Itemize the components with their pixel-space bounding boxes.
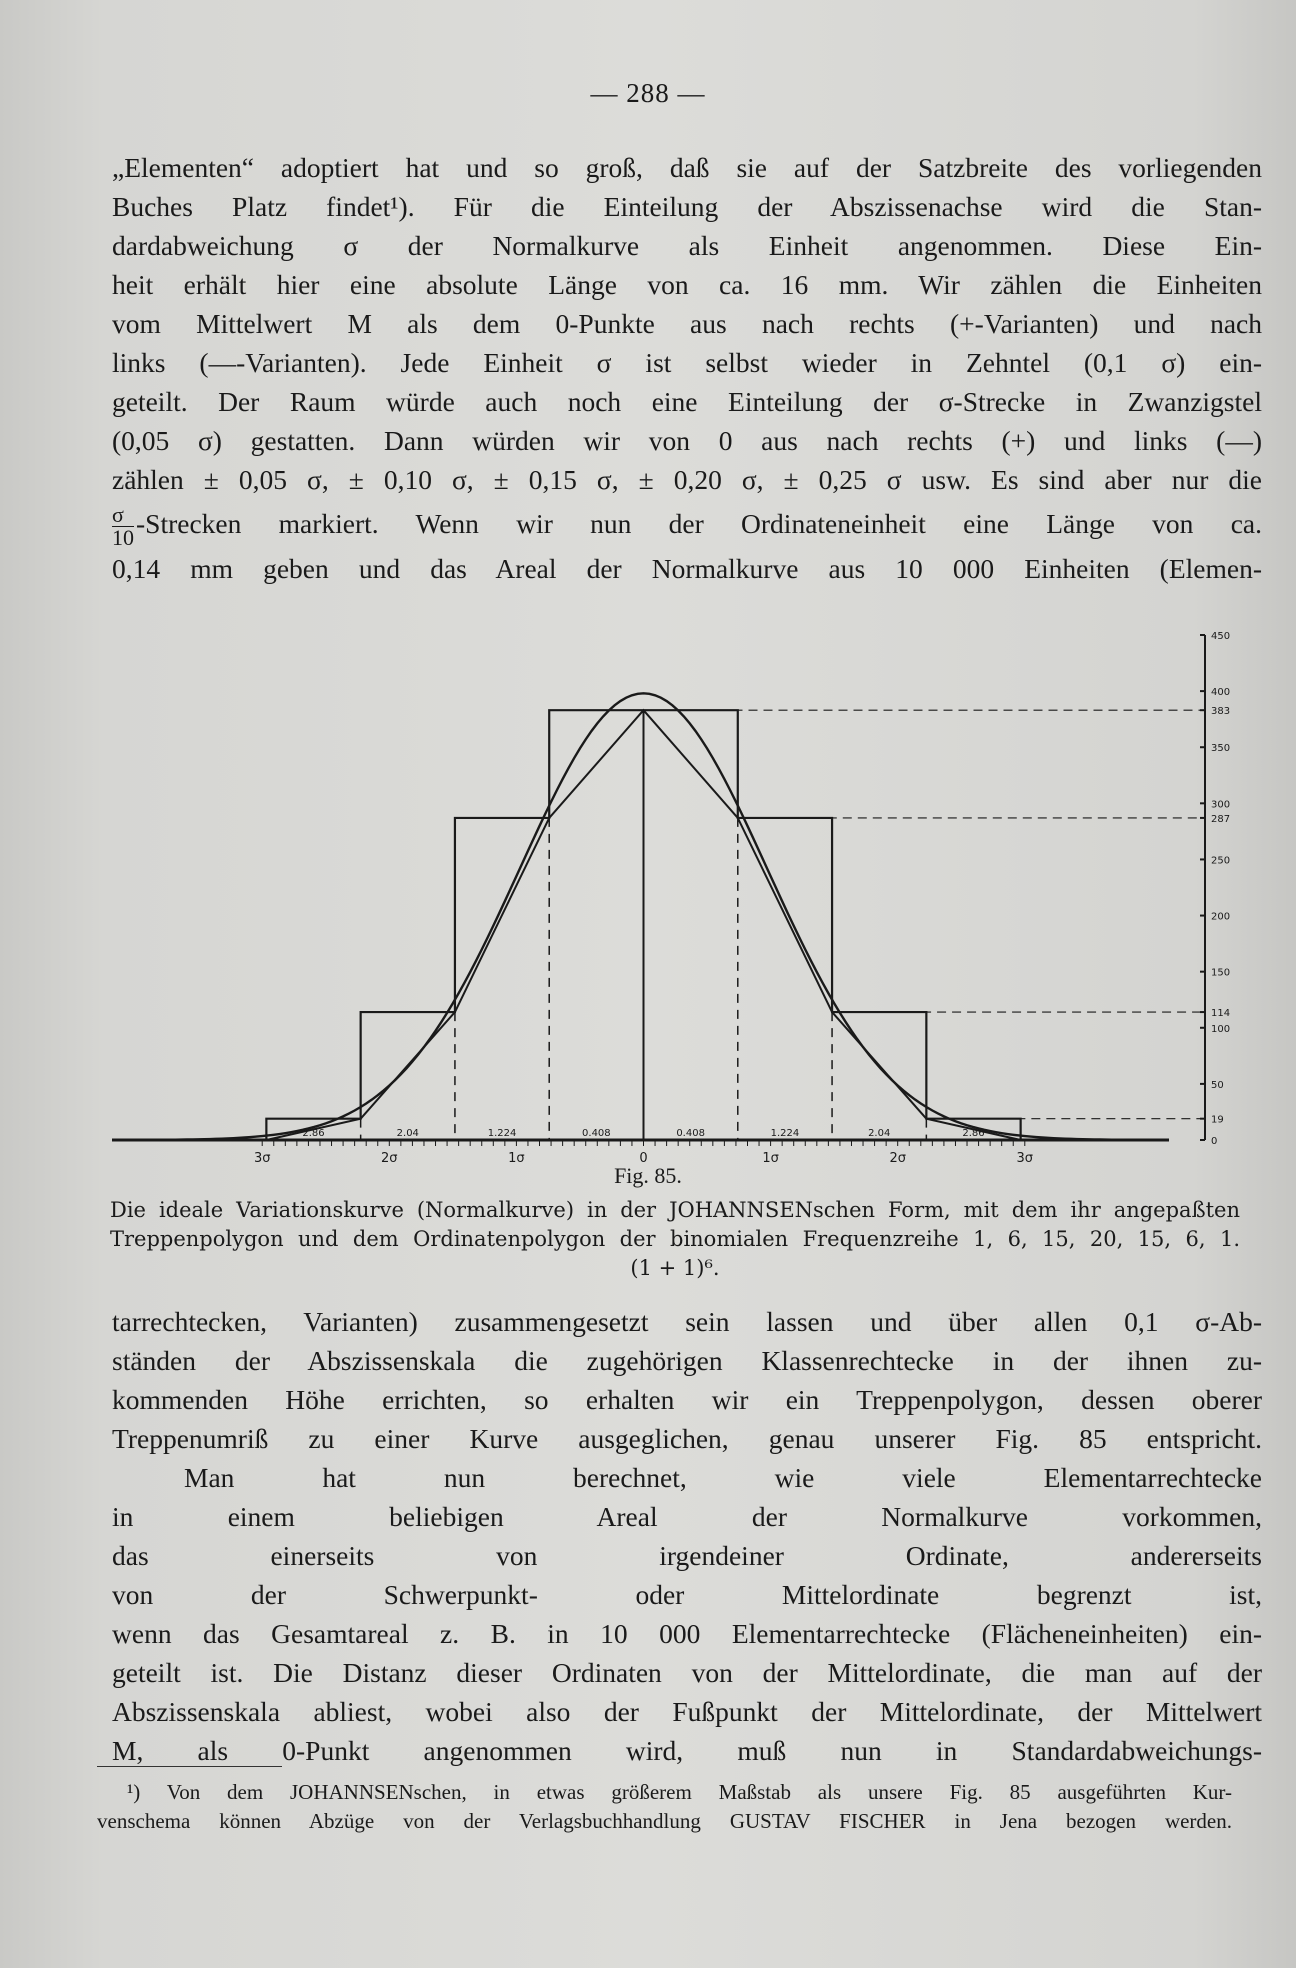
y-tick-label: 250: [1211, 855, 1231, 867]
y-tick-label: 287: [1211, 813, 1231, 825]
page-number: — 288 —: [590, 78, 706, 108]
text-line: dardabweichung σ der Normalkurve als Einheit angenommen. Diese Ein-: [112, 230, 1262, 261]
text-fragment: -Strecken markiert. Wenn wir nun der Ordinateneinheit eine Länge von ca.: [136, 508, 1262, 539]
text-line: „Elementen“ adoptiert hat und so groß, daß sie auf der Satzbreite des vorliegenden: [112, 152, 1262, 183]
y-tick-label: 50: [1211, 1079, 1224, 1091]
stair-label: 2.86: [962, 1128, 985, 1139]
paragraph-1: [112, 148, 1262, 588]
y-tick-label: 450: [1211, 631, 1231, 642]
text-line: geteilt. Der Raum würde auch noch eine Einteilung der σ-Strecke in Zwanzigstel: [112, 386, 1262, 417]
x-tick-label: 0: [639, 1151, 648, 1166]
figure-caption: [110, 1196, 1240, 1283]
caption-line: (1 + 1)⁶.: [630, 1256, 720, 1280]
y-tick-label: 383: [1211, 706, 1231, 718]
x-tick-label: 3σ: [1016, 1151, 1034, 1166]
stair-label: 0.408: [676, 1128, 705, 1139]
sigma-fraction: [112, 504, 134, 549]
text-line: geteilt ist. Die Distanz dieser Ordinaten von der Mittelordinate, die man auf der: [112, 1657, 1262, 1688]
text-line: ständen der Abszissenskala die zugehörigen Klassenrechtecke in der ihnen zu-: [112, 1345, 1262, 1376]
y-tick-label: 114: [1211, 1008, 1231, 1020]
figure-85: [100, 620, 1250, 1185]
stair-label: 1.224: [770, 1128, 800, 1139]
stair-label: 2.04: [868, 1128, 891, 1139]
y-tick-label: 400: [1211, 687, 1231, 699]
footnote-line: venschema können Abzüge von der Verlagsbuchhandlung GUSTAV FISCHER in Jena bezogen werden.: [97, 1809, 1232, 1833]
text-line: Buches Platz findet¹). Für die Einteilung der Abszissenachse wird die Stan-: [112, 191, 1262, 222]
text-line: von der Schwerpunkt- oder Mittelordinate begrenzt ist,: [112, 1579, 1262, 1610]
stair-label: 2.04: [396, 1128, 419, 1139]
caption-line: Die ideale Variationskurve (Normalkurve) in der JOHANNSENschen Form, mit dem ihr angepaßten: [110, 1198, 1240, 1222]
x-tick-label: 3σ: [253, 1151, 271, 1166]
text-line: vom Mittelwert M als dem 0-Punkte aus nach rechts (+-Varianten) und nach: [112, 308, 1262, 339]
text-line-with-fraction: [112, 499, 1262, 549]
text-line: links (—-Varianten). Jede Einheit σ ist selbst wieder in Zehntel (0,1 σ) ein-: [112, 347, 1262, 378]
text-line: Treppenumriß zu einer Kurve ausgeglichen, genau unserer Fig. 85 entspricht.: [112, 1423, 1262, 1454]
footnote-line: ¹) Von dem JOHANNSENschen, in etwas größerem Maßstab als unsere Fig. 85 ausgeführten Kur-: [127, 1780, 1232, 1804]
text-line: in einem beliebigen Areal der Normalkurve vorkommen,: [112, 1501, 1262, 1532]
stair-label: 2.86: [302, 1128, 325, 1139]
stair-label: 0.408: [582, 1128, 611, 1139]
footnote-rule: [97, 1766, 282, 1767]
text-line: das einerseits von irgendeiner Ordinate, andererseits: [112, 1540, 1262, 1571]
footnote: [97, 1778, 1232, 1836]
normal-curve-chart: [100, 620, 1250, 1185]
x-tick-label: 1σ: [508, 1151, 525, 1166]
text-line: heit erhält hier eine absolute Länge von ca. 16 mm. Wir zählen die Einheiten: [112, 269, 1262, 300]
text-line: kommenden Höhe errichten, so erhalten wir ein Treppenpolygon, dessen oberer: [112, 1384, 1262, 1415]
text-line: zählen ± 0,05 σ, ± 0,10 σ, ± 0,15 σ, ± 0,20 σ, ± 0,25 σ usw. Es sind aber nur die: [112, 464, 1262, 495]
paragraph-3: [112, 1458, 1262, 1770]
y-tick-label: 300: [1211, 799, 1231, 811]
y-tick-label: 0: [1211, 1136, 1218, 1147]
text-line: (0,05 σ) gestatten. Dann würden wir von 0 aus nach rechts (+) und links (—): [112, 425, 1262, 456]
caption-line: Treppenpolygon und dem Ordinatenpolygon der binomialen Frequenzreihe 1, 6, 15, 20, 15, 6, 1.: [110, 1227, 1240, 1251]
x-tick-label: 2σ: [381, 1151, 398, 1166]
y-tick-label: 350: [1211, 743, 1231, 755]
text-line: Man hat nun berechnet, wie viele Elementarrechtecke: [184, 1462, 1262, 1493]
text-line: Abszissenskala abliest, wobei also der Fußpunkt der Mittelordinate, der Mittelwert: [112, 1696, 1262, 1727]
x-tick-label: 2σ: [889, 1151, 906, 1166]
figure-label: Fig. 85.: [614, 1163, 682, 1188]
text-line: tarrechtecken, Varianten) zusammengesetzt sein lassen und über allen 0,1 σ-Ab-: [112, 1306, 1262, 1337]
text-line: M, als 0-Punkt angenommen wird, muß nun in Standardabweichungs-: [112, 1735, 1262, 1766]
paragraph-2: [112, 1302, 1262, 1458]
y-tick-label: 19: [1211, 1114, 1224, 1126]
fraction-denominator: 10: [112, 525, 134, 551]
y-tick-label: 100: [1211, 1023, 1231, 1035]
y-tick-label: 150: [1211, 967, 1231, 979]
text-line: 0,14 mm geben und das Areal der Normalkurve aus 10 000 Einheiten (Elemen-: [112, 553, 1262, 584]
y-tick-label: 200: [1211, 911, 1231, 923]
x-tick-label: 1σ: [762, 1151, 779, 1166]
text-line: wenn das Gesamtareal z. B. in 10 000 Elementarrechtecke (Flächeneinheiten) ein-: [112, 1618, 1262, 1649]
stair-label: 1.224: [487, 1128, 517, 1139]
fraction-numerator: σ: [112, 502, 124, 528]
